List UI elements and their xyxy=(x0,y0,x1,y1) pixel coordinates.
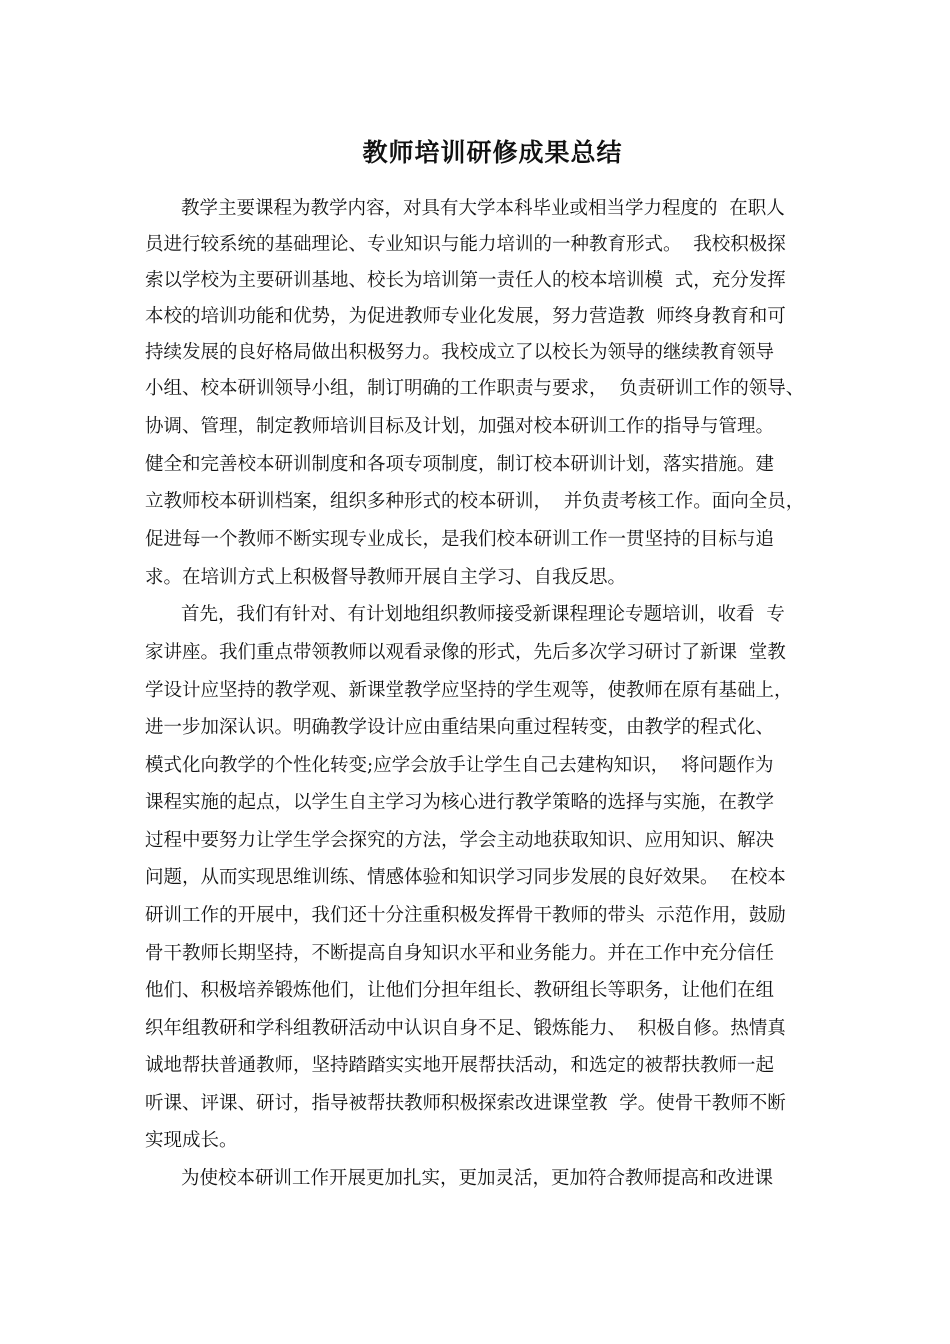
text-line: 求。在培训方式上积极督导教师开展自主学习、自我反思。 xyxy=(145,567,627,588)
text-line: 诚地帮扶普通教师，坚持踏踏实实地开展帮扶活动，和选定的被帮扶教师一起 xyxy=(145,1055,775,1076)
text-line: 问题，从而实现思维训练、情感体验和知识学习同步发展的良好效果。 在校本 xyxy=(145,867,786,888)
text-line: 持续发展的良好格局做出积极努力。我校成立了以校长为领导的继续教育领导 xyxy=(145,342,775,363)
text-line: 研训工作的开展中，我们还十分注重积极发挥骨干教师的带头 示范作用，鼓励 xyxy=(145,905,786,926)
text-line: 学设计应坚持的教学观、新课堂教学应坚持的学生观等，使教师在原有基础上， xyxy=(145,680,793,701)
text-line: 织年组教研和学科组教研活动中认识自身不足、锻炼能力、 积极自修。热情真 xyxy=(145,1018,786,1039)
text-line: 索以学校为主要研训基地、校长为培训第一责任人的校本培训模 式，充分发挥 xyxy=(145,270,786,291)
text-line: 首先，我们有针对、有计划地组织教师接受新课程理论专题培训，收看 专 xyxy=(181,604,785,625)
text-line: 家讲座。我们重点带领教师以观看录像的形式，先后多次学习研讨了新课 堂教 xyxy=(145,642,786,663)
text-line: 他们、积极培养锻炼他们，让他们分担年组长、教研组长等职务，让他们在组 xyxy=(145,980,775,1001)
text-line: 员进行较系统的基础理论、专业知识与能力培训的一种教育形式。 我校积极探 xyxy=(145,234,786,255)
text-line: 进一步加深认识。明确教学设计应由重结果向重过程转变，由教学的程式化、 xyxy=(145,717,775,738)
text-line: 立教师校本研训档案，组织多种形式的校本研训， 并负责考核工作。面向全员， xyxy=(145,491,805,512)
text-line: 骨干教师长期坚持，不断提高自身知识水平和业务能力。并在工作中充分信任 xyxy=(145,943,775,964)
text-line: 为使校本研训工作开展更加扎实，更加灵活，更加符合教师提高和改进课 xyxy=(181,1168,774,1189)
text-line: 模式化向教学的个性化转变;应学会放手让学生自己去建构知识， 将问题作为 xyxy=(145,755,774,776)
text-line: 听课、评课、研讨，指导被帮扶教师积极探索改进课堂教 学。使骨干教师不断 xyxy=(145,1093,786,1114)
document-title: 教师培训研修成果总结 xyxy=(362,138,623,167)
text-line: 教学主要课程为教学内容，对具有大学本科毕业或相当学力程度的 在职人 xyxy=(181,198,785,219)
text-line: 小组、校本研训领导小组，制订明确的工作职责与要求， 负责研训工作的领导、 xyxy=(145,378,805,399)
text-line: 促进每一个教师不断实现专业成长，是我们校本研训工作一贯坚持的目标与追 xyxy=(145,529,775,550)
text-line: 过程中要努力让学生学会探究的方法，学会主动地获取知识、应用知识、解决 xyxy=(145,830,775,851)
text-line: 课程实施的起点，以学生自主学习为核心进行教学策略的选择与实施，在教学 xyxy=(145,792,775,813)
text-line: 健全和完善校本研训制度和各项专项制度，制订校本研训计划，落实措施。建 xyxy=(145,454,775,475)
text-line: 实现成长。 xyxy=(145,1130,238,1151)
text-line: 协调、管理，制定教师培训目标及计划，加强对校本研训工作的指导与管理。 xyxy=(145,416,775,437)
text-line: 本校的培训功能和优势，为促进教师专业化发展，努力营造教 师终身教育和可 xyxy=(145,306,786,327)
